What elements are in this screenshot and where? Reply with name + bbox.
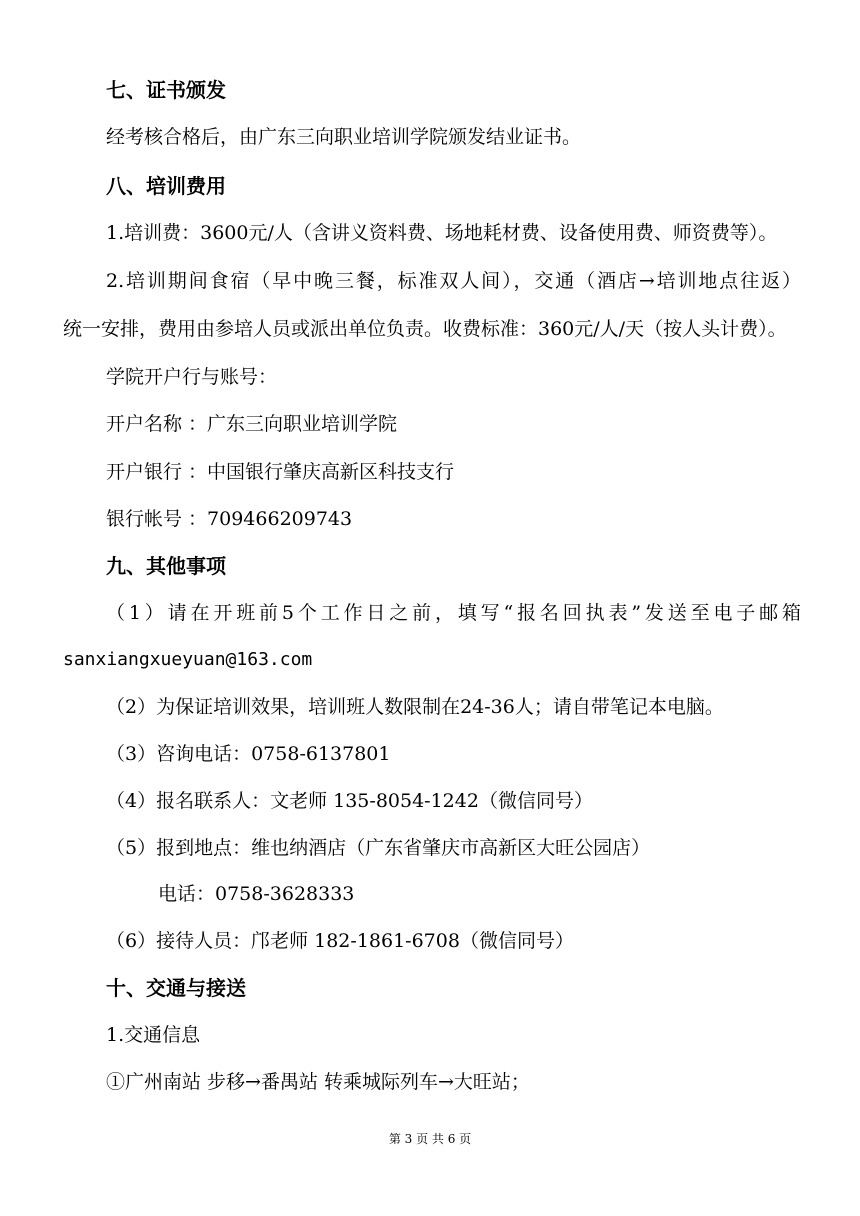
bank-name: 开户银行 ：中国银行肇庆高新区科技支行 [106,461,455,483]
route-1: ①广州南站 步移→番禺站 转乘城际列车→大旺站； [106,1071,530,1093]
fee-item-2-line-1: 2.培训期间食宿（早中晚三餐，标准双人间），交通（酒店→培训地点往返） [106,270,801,292]
other-item-1-line-1: （1）请在开班前5个工作日之前，填写“报名回执表”发送至电子邮箱 [106,602,801,624]
section7-heading: 七、证书颁发 [106,78,226,102]
section9-heading: 九、其他事项 [106,554,226,578]
transport-info-heading: 1.交通信息 [106,1024,201,1046]
fee-item-2-line-2: 统一安排，费用由参培人员或派出单位负责。收费标准：360元/人/天（按人头计费）。 [63,318,787,340]
contact-email: sanxiangxueyuan@163.com [63,649,313,670]
section8-heading: 八、培训费用 [106,174,226,198]
other-item-2: （2）为保证培训效果，培训班人数限制在24-36人；请自带笔记本电脑。 [106,696,724,718]
account-name: 开户名称 ：广东三向职业培训学院 [106,413,398,435]
bank-intro: 学院开户行与账号： [106,366,278,388]
hotel-phone: 电话：0758-3628333 [158,883,355,905]
account-number: 银行帐号 ：709466209743 [106,508,353,530]
reception-contact: （6）接待人员：邝老师 182-1861-6708（微信同号） [106,930,574,952]
section7-text: 经考核合格后，由广东三向职业培训学院颁发结业证书。 [106,126,582,148]
check-in-location: （5）报到地点：维也纳酒店（广东省肇庆市高新区大旺公园店） [106,837,651,859]
fee-item-1: 1.培训费：3600元/人（含讲义资料费、场地耗材费、设备使用费、师资费等）。 [106,222,778,244]
section10-heading: 十、交通与接送 [106,976,246,1000]
page-footer: 第 3 页 共 6 页 [388,1132,472,1146]
registration-contact: （4）报名联系人：文老师 135-8054-1242（微信同号） [106,790,593,812]
consult-phone: （3）咨询电话：0758-6137801 [106,743,391,765]
